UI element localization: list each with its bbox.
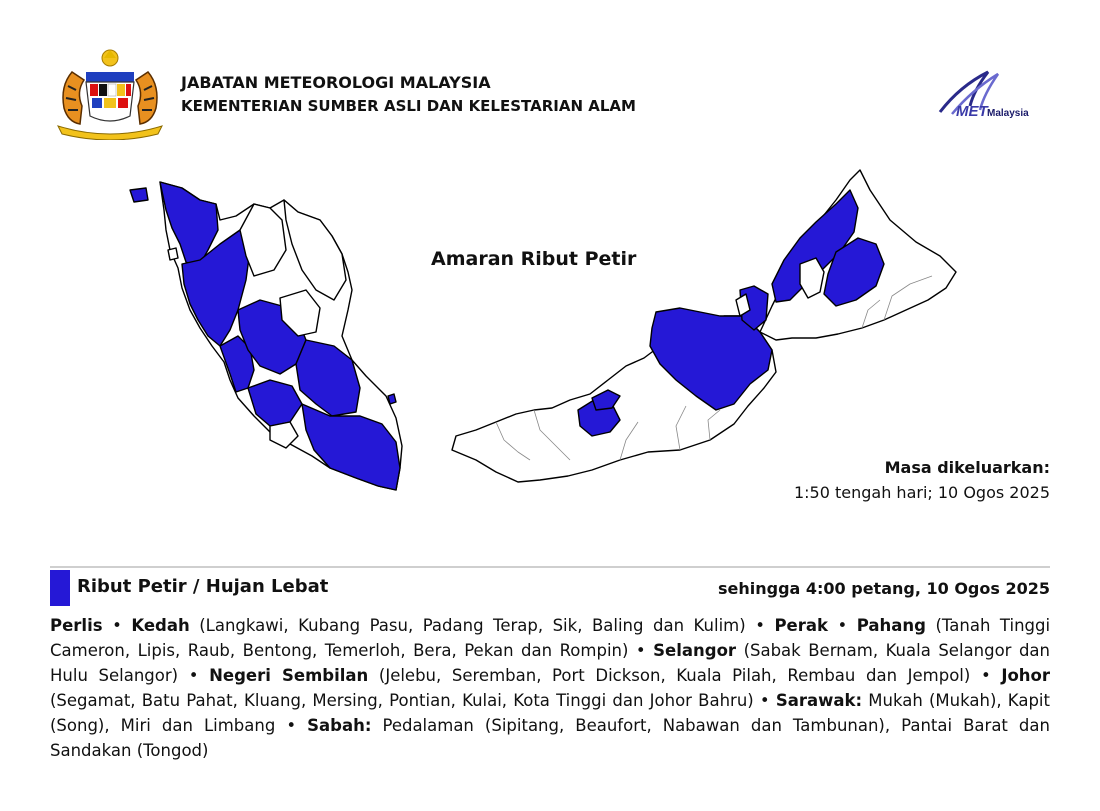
state-name: Perak xyxy=(774,616,828,635)
affected-areas xyxy=(50,613,1050,763)
logo-met-text: MET xyxy=(956,103,988,120)
island-penang xyxy=(168,248,178,260)
issued-time-block xyxy=(794,455,1050,505)
district-list: (Langkawi, Kubang Pasu, Padang Terap, Sik, Baling dan Kulim) xyxy=(199,616,746,635)
malaysia-coat-of-arms-icon xyxy=(50,46,170,140)
warning-color-bar xyxy=(50,570,70,606)
island-tioman xyxy=(388,394,396,404)
district-list: (Segamat, Batu Pahat, Kluang, Mersing, Pontian, Kulai, Kota Tinggi dan Johor Bahru) xyxy=(50,691,754,710)
separator: • xyxy=(286,716,308,735)
state-name: Selangor xyxy=(653,641,737,660)
state-name: Kedah xyxy=(131,616,190,635)
district-list: (Sabak Bernam, Kuala Selangor dan Hulu Selangor) xyxy=(50,641,1050,685)
state-name: Sabah: xyxy=(307,716,372,735)
issued-label: Masa dikeluarkan: xyxy=(884,458,1050,477)
org-name: JABATAN METEOROLOGI MALAYSIA xyxy=(181,73,491,92)
district-list: (Jelebu, Seremban, Port Dickson, Kuala Pilah, Rembau dan Jempol) xyxy=(378,666,971,685)
separator: • xyxy=(980,666,1002,685)
valid-until: sehingga 4:00 petang, 10 Ogos 2025 xyxy=(717,579,1050,598)
separator: • xyxy=(112,616,132,635)
district-list: (Tanah Tinggi Cameron, Lipis, Raub, Bentong, Temerloh, Bera, Pekan dan Rompin) xyxy=(50,616,1051,660)
state-name: Sarawak: xyxy=(775,691,863,710)
met-malaysia-logo xyxy=(930,66,1050,122)
state-name: Perlis xyxy=(50,616,103,635)
divider xyxy=(50,566,1050,568)
state-name: Pahang xyxy=(856,616,926,635)
separator: • xyxy=(755,616,775,635)
ministry-name: KEMENTERIAN SUMBER ASLI DAN KELESTARIAN ALAM xyxy=(181,97,636,115)
organization-header xyxy=(181,72,636,118)
issued-time: 1:50 tengah hari; 10 Ogos 2025 xyxy=(793,483,1050,502)
district-list: Pedalaman (Sipitang, Beaufort, Nabawan dan Tambunan), Pantai Barat dan Sandakan (Tongod) xyxy=(50,716,1050,760)
logo-country-text: Malaysia xyxy=(987,108,1029,119)
island-langkawi xyxy=(130,188,148,202)
state-name: Negeri Sembilan xyxy=(209,666,369,685)
map-title: Amaran Ribut Petir xyxy=(431,248,637,270)
district-list: Mukah (Mukah), Kapit (Song), Miri dan Limbang xyxy=(50,691,1050,735)
warning-type: Ribut Petir / Hujan Lebat xyxy=(77,576,329,597)
separator: • xyxy=(635,641,654,660)
separator: • xyxy=(188,666,210,685)
separator: • xyxy=(837,616,857,635)
borneo-malaysia xyxy=(452,170,956,482)
state-name: Johor xyxy=(1001,666,1051,685)
separator: • xyxy=(759,691,776,710)
peninsular-malaysia xyxy=(130,182,402,490)
